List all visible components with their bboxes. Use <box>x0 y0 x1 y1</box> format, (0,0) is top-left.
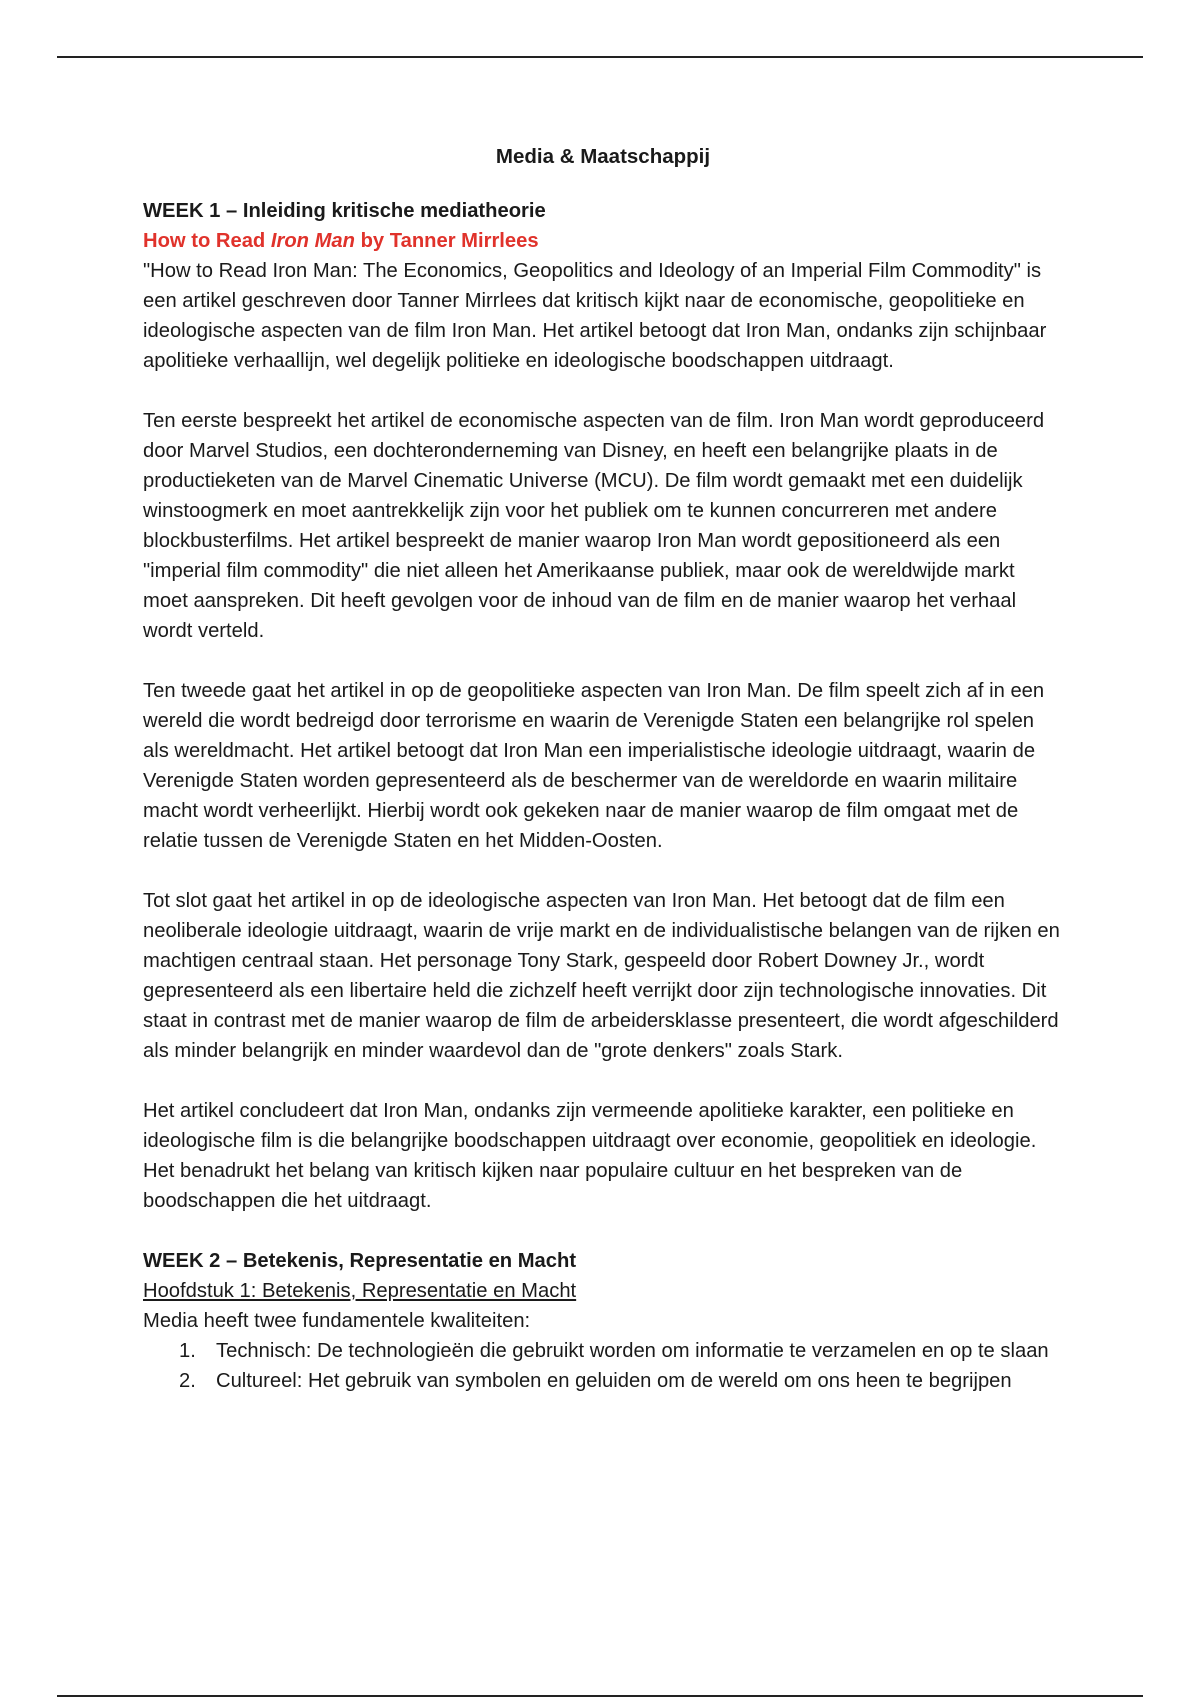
page-top-rule <box>57 56 1143 58</box>
paragraph: Ten tweede gaat het artikel in op de geopolitieke aspecten van Iron Man. De film speelt zich af in een wereld die wordt bedreigd door terrorisme en waarin de Verenigde Staten een belangrijke rol spelen als wereldmacht. Het artikel betoogt dat Iron Man een imperialistische ideologie uitdraagt, waarin de Verenigde Staten worden gepresenteerd als de beschermer van de wereldorde en waarin militaire macht wordt verheerlijkt. Hierbij wordt ook gekeken naar de manier waarop de film omgaat met de relatie tussen de Verenigde Staten en het Midden-Oosten. <box>143 680 1045 852</box>
subheading-suffix: by Tanner Mirrlees <box>354 230 539 252</box>
page-bottom-rule <box>57 1695 1143 1697</box>
week2-heading: WEEK 2 – Betekenis, Representatie en Macht <box>143 1250 577 1272</box>
list-intro: Media heeft twee fundamentele kwaliteiten: <box>143 1310 531 1332</box>
paragraph: "How to Read Iron Man: The Economics, Geopolitics and Ideology of an Imperial Film Commodity" is een artikel geschreven door Tanner Mirrlees dat kritisch kijkt naar de economische, geopolitieke en ideologische aspecten van de film Iron Man. Het artikel betoogt dat Iron Man, ondanks zijn schijnbaar apolitieke verhaallijn, wel degelijk politieke en ideologische boodschappen uitdraagt. <box>143 260 1047 372</box>
document-title: Media & Maatschappij <box>495 145 711 168</box>
list-item-text: Cultureel: Het gebruik van symbolen en geluiden om de wereld om ons heen te begrijpen <box>216 1370 1012 1392</box>
article-subheading <box>143 226 1063 256</box>
numbered-list <box>143 1336 1063 1396</box>
subheading-prefix: How to Read <box>143 230 271 252</box>
list-item <box>179 1366 1063 1396</box>
chapter-title: Hoofdstuk 1: Betekenis, Representatie en Macht <box>143 1280 577 1302</box>
subheading-italic: Iron Man <box>270 230 355 252</box>
document-body <box>143 142 1063 1396</box>
list-number: 2. <box>179 1370 196 1392</box>
list-item-text: Technisch: De technologieën die gebruikt worden om informatie te verzamelen en op te slaan <box>216 1340 1049 1362</box>
paragraph: Ten eerste bespreekt het artikel de economische aspecten van de film. Iron Man wordt geproduceerd door Marvel Studios, een dochteronderneming van Disney, en heeft een belangrijke plaats in de productieketen van de Marvel Cinematic Universe (MCU). De film wordt gemaakt met een duidelijk winstoogmerk en moet aantrekkelijk zijn voor het publiek om te kunnen concurreren met andere blockbusterfilms. Het artikel bespreekt de manier waarop Iron Man wordt gepositioneerd als een "imperial film commodity" die niet alleen het Amerikaanse publiek, maar ook de wereldwijde markt moet aanspreken. Dit heeft gevolgen voor de inhoud van de film en de manier waarop het verhaal wordt verteld. <box>143 410 1045 642</box>
list-number: 1. <box>179 1340 196 1362</box>
list-item <box>179 1336 1063 1366</box>
paragraph: Het artikel concludeert dat Iron Man, ondanks zijn vermeende apolitieke karakter, een politieke en ideologische film is die belangrijke boodschappen uitdraagt over economie, geopolitiek en ideologie. Het benadrukt het belang van kritisch kijken naar populaire cultuur en het bespreken van de boodschappen die het uitdraagt. <box>143 1100 1037 1212</box>
week1-heading: WEEK 1 – Inleiding kritische mediatheorie <box>143 200 546 222</box>
paragraph: Tot slot gaat het artikel in op de ideologische aspecten van Iron Man. Het betoogt dat de film een neoliberale ideologie uitdraagt, waarin de vrije markt en de individualistische belangen van de rijken en machtigen centraal staan. Het personage Tony Stark, gespeeld door Robert Downey Jr., wordt gepresenteerd als een libertaire held die zichzelf heeft verrijkt door zijn technologische innovaties. Dit staat in contrast met de manier waarop de film de arbeidersklasse presenteert, die wordt afgeschilderd als minder belangrijk en minder waardevol dan de "grote denkers" zoals Stark. <box>143 890 1060 1062</box>
